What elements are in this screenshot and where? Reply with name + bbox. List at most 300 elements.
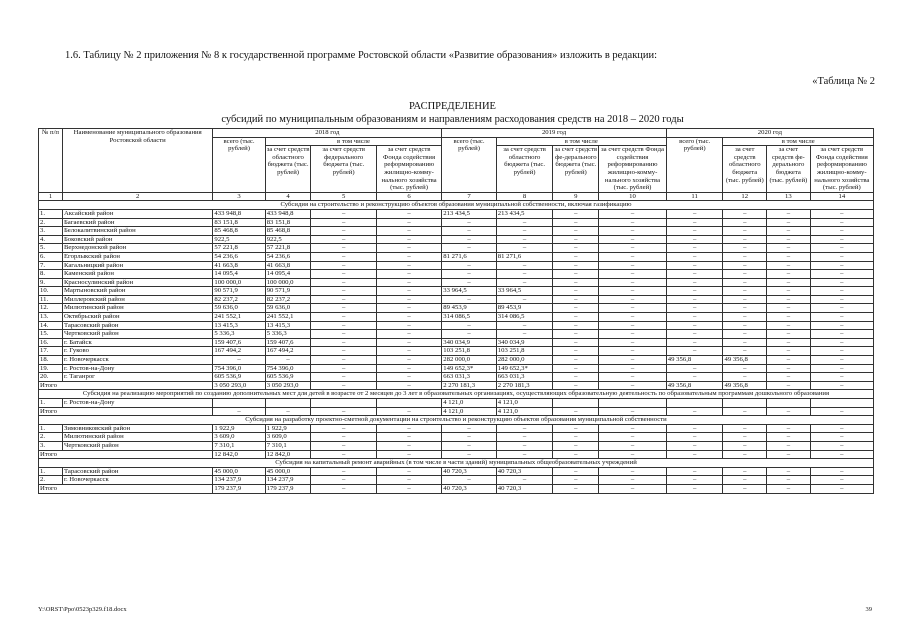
amount-cell: – — [311, 476, 376, 485]
row-number: 1. — [39, 424, 63, 433]
total-amount: – — [442, 450, 497, 459]
amount-cell: – — [311, 209, 376, 218]
amount-cell: – — [553, 287, 599, 296]
amount-cell: – — [599, 476, 667, 485]
total-amount: – — [376, 450, 441, 459]
amount-cell: – — [599, 278, 667, 287]
amount-cell: 4 121,0 — [496, 399, 553, 408]
amount-cell: – — [311, 330, 376, 339]
table-row — [39, 287, 874, 296]
amount-cell: – — [810, 270, 873, 279]
amount-cell: 754 396,0 — [213, 364, 265, 373]
total-amount: – — [767, 407, 811, 416]
amount-cell: – — [723, 330, 767, 339]
total-amount: 40 720,3 — [496, 484, 553, 493]
column-number: 11 — [666, 192, 723, 201]
amount-cell: – — [376, 227, 441, 236]
table-row — [39, 364, 874, 373]
table-row — [39, 424, 874, 433]
row-number: 15. — [39, 330, 63, 339]
amount-cell: – — [599, 441, 667, 450]
amount-cell: 54 236,6 — [213, 252, 265, 261]
column-number: 4 — [265, 192, 311, 201]
amount-cell: – — [599, 321, 667, 330]
amount-cell: 81 271,6 — [442, 252, 497, 261]
column-numbers-row — [39, 192, 874, 201]
municipality-name: г. Таганрог — [62, 373, 212, 382]
amount-cell: – — [767, 209, 811, 218]
amount-cell: 134 237,9 — [213, 476, 265, 485]
amount-cell: 40 720,3 — [496, 467, 553, 476]
amount-cell: 1 922,9 — [213, 424, 265, 433]
amount-cell: 33 964,5 — [496, 287, 553, 296]
column-number: 6 — [376, 192, 441, 201]
amount-cell: – — [810, 218, 873, 227]
header-incl-2020: в том числе — [723, 137, 874, 146]
amount-cell: – — [666, 364, 723, 373]
table-reference: «Таблица № 2 — [812, 76, 875, 87]
amount-cell: – — [666, 424, 723, 433]
amount-cell: – — [599, 287, 667, 296]
document-title — [0, 100, 905, 126]
amount-cell: – — [723, 441, 767, 450]
amount-cell: – — [376, 270, 441, 279]
table-row — [39, 330, 874, 339]
amount-cell: 85 468,8 — [265, 227, 311, 236]
municipality-name: Мартыновский район — [62, 287, 212, 296]
amount-cell: – — [311, 467, 376, 476]
total-amount: 12 842,0 — [265, 450, 311, 459]
header-2020: 2020 год — [666, 129, 873, 138]
amount-cell: 59 636,0 — [213, 304, 265, 313]
amount-cell: – — [599, 227, 667, 236]
amount-cell: – — [666, 330, 723, 339]
amount-cell: – — [442, 218, 497, 227]
amount-cell: – — [723, 218, 767, 227]
amount-cell: – — [810, 476, 873, 485]
amount-cell: – — [723, 209, 767, 218]
amount-cell: – — [723, 338, 767, 347]
amount-cell: 149 652,3* — [442, 364, 497, 373]
row-number: 18. — [39, 356, 63, 365]
amount-cell: – — [599, 338, 667, 347]
amount-cell: – — [376, 338, 441, 347]
total-row — [39, 450, 874, 459]
amount-cell: – — [666, 304, 723, 313]
row-number: 11. — [39, 295, 63, 304]
row-number: 12. — [39, 304, 63, 313]
amount-cell: – — [723, 252, 767, 261]
amount-cell: 433 948,8 — [213, 209, 265, 218]
total-row — [39, 484, 874, 493]
amount-cell: – — [723, 321, 767, 330]
amount-cell: – — [767, 270, 811, 279]
amount-cell: – — [666, 235, 723, 244]
total-amount: – — [767, 484, 811, 493]
total-amount: – — [599, 381, 667, 390]
amount-cell: 59 636,0 — [265, 304, 311, 313]
amount-cell: – — [599, 235, 667, 244]
amount-cell: 81 271,6 — [496, 252, 553, 261]
column-number: 14 — [810, 192, 873, 201]
amount-cell: – — [376, 218, 441, 227]
row-number: 19. — [39, 364, 63, 373]
total-amount: – — [553, 484, 599, 493]
amount-cell: – — [376, 252, 441, 261]
amount-cell: – — [666, 313, 723, 322]
amount-cell: – — [376, 313, 441, 322]
table-body — [39, 201, 874, 493]
column-number: 9 — [553, 192, 599, 201]
amount-cell: – — [442, 330, 497, 339]
amount-cell: – — [599, 270, 667, 279]
total-amount: – — [599, 450, 667, 459]
amount-cell: – — [496, 278, 553, 287]
amount-cell: – — [376, 261, 441, 270]
column-number: 13 — [767, 192, 811, 201]
amount-cell: – — [599, 364, 667, 373]
amount-cell: 134 237,9 — [265, 476, 311, 485]
amount-cell: 49 356,8 — [723, 356, 767, 365]
amount-cell: 57 221,8 — [213, 244, 265, 253]
amount-cell: – — [723, 347, 767, 356]
amount-cell: – — [553, 278, 599, 287]
amount-cell — [213, 399, 265, 408]
amount-cell: – — [496, 330, 553, 339]
amount-cell: – — [376, 441, 441, 450]
amount-cell: – — [442, 441, 497, 450]
amount-cell: – — [553, 235, 599, 244]
amount-cell: 159 407,6 — [213, 338, 265, 347]
amount-cell: 213 434,5 — [496, 209, 553, 218]
header-incl-2019: в том числе — [496, 137, 666, 146]
amount-cell: – — [442, 295, 497, 304]
amount-cell: – — [599, 424, 667, 433]
section-title-row — [39, 416, 874, 425]
municipality-name: Аксайский район — [62, 209, 212, 218]
amount-cell: – — [599, 244, 667, 253]
header-num: № п/п — [39, 129, 63, 193]
amount-cell: 754 396,0 — [265, 364, 311, 373]
amount-cell: – — [666, 373, 723, 382]
amount-cell: – — [767, 278, 811, 287]
row-number: 17. — [39, 347, 63, 356]
amount-cell: – — [810, 227, 873, 236]
amount-cell: – — [767, 313, 811, 322]
total-amount: – — [723, 450, 767, 459]
row-number: 4. — [39, 235, 63, 244]
amount-cell: 90 571,9 — [213, 287, 265, 296]
total-amount: – — [767, 381, 811, 390]
header-total-2020: всего (тыс. рублей) — [666, 137, 723, 192]
amount-cell: – — [496, 295, 553, 304]
amount-cell: – — [666, 287, 723, 296]
amount-cell: 85 468,8 — [213, 227, 265, 236]
table-row — [39, 321, 874, 330]
amount-cell: – — [810, 338, 873, 347]
amount-cell: – — [723, 364, 767, 373]
amount-cell: – — [442, 476, 497, 485]
amount-cell: 82 237,2 — [265, 295, 311, 304]
amount-cell: 605 536,9 — [213, 373, 265, 382]
amount-cell: – — [553, 433, 599, 442]
amount-cell: – — [311, 304, 376, 313]
amount-cell: – — [311, 295, 376, 304]
amount-cell: – — [376, 476, 441, 485]
municipality-name: Красносулинский район — [62, 278, 212, 287]
amount-cell: – — [723, 227, 767, 236]
total-amount: 179 237,9 — [213, 484, 265, 493]
amount-cell: – — [311, 373, 376, 382]
municipality-name: Милютинский район — [62, 304, 212, 313]
amount-cell: – — [767, 476, 811, 485]
column-number: 3 — [213, 192, 265, 201]
amount-cell: 605 536,9 — [265, 373, 311, 382]
table-row — [39, 347, 874, 356]
row-number: 16. — [39, 338, 63, 347]
amount-cell: – — [767, 347, 811, 356]
amount-cell: – — [810, 321, 873, 330]
amount-cell: – — [767, 252, 811, 261]
amount-cell: – — [553, 356, 599, 365]
amount-cell: 167 494,2 — [213, 347, 265, 356]
total-amount: – — [311, 381, 376, 390]
amount-cell: – — [723, 304, 767, 313]
amount-cell: – — [553, 338, 599, 347]
amount-cell: – — [810, 244, 873, 253]
amount-cell: – — [723, 287, 767, 296]
amount-cell: – — [496, 433, 553, 442]
amount-cell: – — [767, 330, 811, 339]
amount-cell: – — [496, 321, 553, 330]
amount-cell — [723, 399, 767, 408]
amount-cell: 7 310,1 — [213, 441, 265, 450]
municipality-name: г. Батайск — [62, 338, 212, 347]
total-label: Итого — [39, 407, 213, 416]
amount-cell: – — [553, 209, 599, 218]
amount-cell: – — [496, 476, 553, 485]
table-row — [39, 278, 874, 287]
table-row — [39, 295, 874, 304]
header-regional-2019: за счет средств областного бюджета (тыс. рублей) — [496, 146, 553, 193]
amount-cell: 282 000,0 — [442, 356, 497, 365]
total-amount: 179 237,9 — [265, 484, 311, 493]
amount-cell: – — [810, 364, 873, 373]
total-amount: – — [376, 407, 441, 416]
amount-cell: 3 609,0 — [213, 433, 265, 442]
amount-cell — [265, 399, 311, 408]
amount-cell: – — [810, 278, 873, 287]
amount-cell: – — [553, 364, 599, 373]
total-amount: – — [723, 407, 767, 416]
total-amount: – — [496, 450, 553, 459]
municipality-name: г. Гуково — [62, 347, 212, 356]
amount-cell: – — [810, 347, 873, 356]
amount-cell: – — [311, 433, 376, 442]
amount-cell: – — [553, 252, 599, 261]
amount-cell: – — [311, 218, 376, 227]
total-row — [39, 407, 874, 416]
total-amount: – — [311, 407, 376, 416]
amount-cell: – — [553, 244, 599, 253]
amount-cell: 49 356,8 — [666, 356, 723, 365]
amount-cell: – — [553, 330, 599, 339]
row-number: 2. — [39, 476, 63, 485]
amount-cell: 14 095,4 — [265, 270, 311, 279]
municipality-name: г. Новочеркасск — [62, 476, 212, 485]
amount-cell: – — [599, 295, 667, 304]
amount-cell: – — [723, 261, 767, 270]
amount-cell: – — [767, 364, 811, 373]
amount-cell: – — [599, 467, 667, 476]
total-amount: – — [810, 381, 873, 390]
row-number: 3. — [39, 227, 63, 236]
amount-cell: – — [311, 235, 376, 244]
amount-cell: – — [599, 209, 667, 218]
total-amount: 2 270 181,3 — [496, 381, 553, 390]
amount-cell: – — [496, 227, 553, 236]
amount-cell: – — [666, 441, 723, 450]
total-amount: 40 720,3 — [442, 484, 497, 493]
amount-cell: – — [496, 218, 553, 227]
total-amount: – — [666, 484, 723, 493]
amount-cell: 3 609,0 — [265, 433, 311, 442]
amount-cell: – — [311, 252, 376, 261]
header-federal-2019: за счет средств фе-дерального бюджета (тыс. рублей) — [553, 146, 599, 193]
amount-cell: – — [666, 227, 723, 236]
municipality-name: Егорлыкский район — [62, 252, 212, 261]
column-number: 7 — [442, 192, 497, 201]
amount-cell: – — [599, 330, 667, 339]
amount-cell: – — [599, 252, 667, 261]
amount-cell: 14 095,4 — [213, 270, 265, 279]
amount-cell: – — [767, 424, 811, 433]
header-regional-2020: за счет средств областного бюджета (тыс. рублей) — [723, 146, 767, 193]
table-row — [39, 356, 874, 365]
amount-cell: – — [767, 261, 811, 270]
amount-cell: – — [442, 278, 497, 287]
section-title-row — [39, 390, 874, 399]
amount-cell: – — [376, 295, 441, 304]
column-number: 12 — [723, 192, 767, 201]
amount-cell: – — [376, 330, 441, 339]
total-amount: – — [666, 407, 723, 416]
amount-cell: – — [442, 244, 497, 253]
amount-cell: 314 086,5 — [442, 313, 497, 322]
amount-cell: – — [723, 467, 767, 476]
amount-cell: 241 552,1 — [265, 313, 311, 322]
amount-cell: – — [810, 295, 873, 304]
amount-cell: 340 034,9 — [442, 338, 497, 347]
amount-cell — [767, 399, 811, 408]
total-amount: 3 050 293,0 — [265, 381, 311, 390]
amount-cell: – — [767, 287, 811, 296]
header-fund-2019: за счет средств Фонда содействия реформированию жилищно-комму-нального хозяйства (тыс. рублей) — [599, 146, 667, 193]
amount-cell: – — [599, 304, 667, 313]
municipality-name: Тарасовский район — [62, 321, 212, 330]
row-number: 1. — [39, 399, 63, 408]
total-amount: 4 121,0 — [496, 407, 553, 416]
amount-cell: 45 000,0 — [213, 467, 265, 476]
amount-cell: 340 034,9 — [496, 338, 553, 347]
amount-cell: – — [376, 235, 441, 244]
amount-cell: – — [553, 347, 599, 356]
amount-cell: 149 652,3* — [496, 364, 553, 373]
total-amount: 12 842,0 — [213, 450, 265, 459]
amount-cell: 282 000,0 — [496, 356, 553, 365]
amount-cell: 433 948,8 — [265, 209, 311, 218]
amount-cell: 82 237,2 — [213, 295, 265, 304]
row-number: 5. — [39, 244, 63, 253]
total-amount: – — [599, 407, 667, 416]
total-label: Итого — [39, 484, 213, 493]
amount-cell: – — [810, 261, 873, 270]
total-amount: 3 050 293,0 — [213, 381, 265, 390]
total-amount: – — [723, 484, 767, 493]
amount-cell: – — [553, 304, 599, 313]
title-line: РАСПРЕДЕЛЕНИЕ — [409, 101, 496, 112]
total-amount: – — [311, 484, 376, 493]
amount-cell: – — [376, 467, 441, 476]
amount-cell: – — [810, 235, 873, 244]
amount-cell: – — [767, 227, 811, 236]
municipality-name: г. Ростов-на-Дону — [62, 399, 212, 408]
amount-cell: – — [496, 270, 553, 279]
total-amount: 49 356,8 — [723, 381, 767, 390]
amount-cell: – — [553, 441, 599, 450]
amount-cell: – — [723, 278, 767, 287]
row-number: 20. — [39, 373, 63, 382]
page-number: 39 — [865, 606, 872, 613]
amount-cell: – — [553, 227, 599, 236]
amount-cell: – — [723, 270, 767, 279]
amount-cell: – — [311, 261, 376, 270]
table-row — [39, 304, 874, 313]
row-number: 6. — [39, 252, 63, 261]
amount-cell: – — [767, 321, 811, 330]
total-amount: – — [265, 407, 311, 416]
amount-cell: – — [767, 433, 811, 442]
municipality-name: Милютинский район — [62, 433, 212, 442]
amount-cell: – — [599, 356, 667, 365]
amount-cell: – — [810, 467, 873, 476]
amount-cell — [311, 399, 376, 408]
amount-cell: – — [376, 364, 441, 373]
amount-cell: 45 000,0 — [265, 467, 311, 476]
municipality-name: г. Ростов-на-Дону — [62, 364, 212, 373]
total-amount: – — [810, 407, 873, 416]
amount-cell: 33 964,5 — [442, 287, 497, 296]
amount-cell: – — [553, 476, 599, 485]
header-total-2019: всего (тыс. рублей) — [442, 137, 497, 192]
amount-cell: 103 251,8 — [496, 347, 553, 356]
amount-cell: – — [553, 295, 599, 304]
amount-cell: – — [599, 433, 667, 442]
total-amount: 4 121,0 — [442, 407, 497, 416]
amount-cell: 89 453,9 — [496, 304, 553, 313]
amount-cell: – — [666, 261, 723, 270]
total-amount: – — [213, 407, 265, 416]
section-title: Субсидия на капитальный ремонт аварийных (в том числе в части зданий) муниципальных общеобразовательных учреждений — [39, 459, 874, 468]
amount-cell: – — [311, 270, 376, 279]
amount-cell: – — [723, 476, 767, 485]
amount-cell: – — [442, 321, 497, 330]
amount-cell: – — [311, 364, 376, 373]
file-path: Y:\ORST\Ppo\0523p329.f18.docx — [38, 606, 127, 613]
amount-cell — [810, 399, 873, 408]
amount-cell: – — [376, 356, 441, 365]
row-number: 9. — [39, 278, 63, 287]
